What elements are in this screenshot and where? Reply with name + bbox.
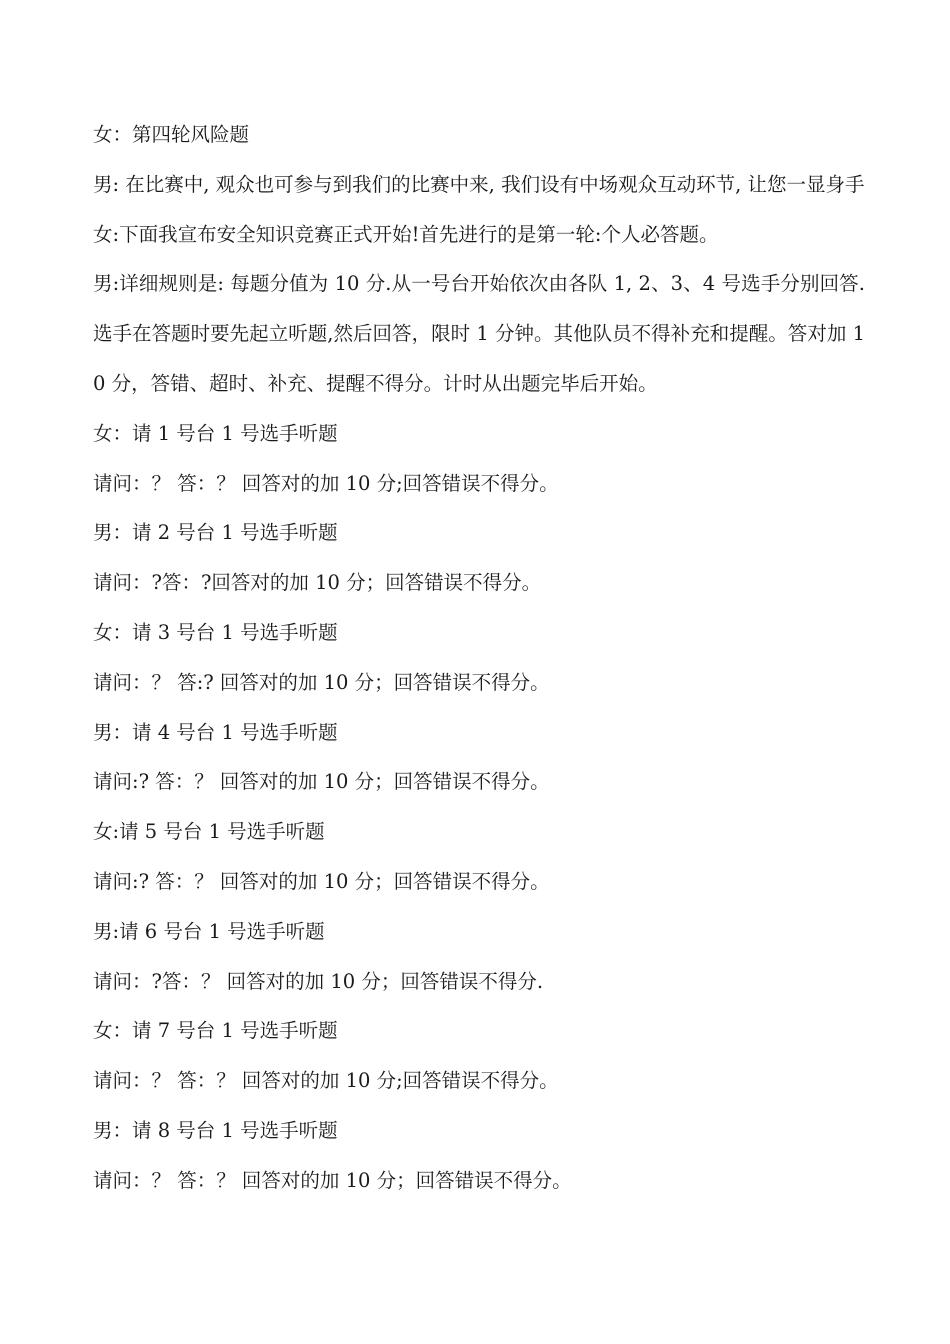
paragraph-question-table-3: 请问：？ 答:? 回答对的加 10 分；回答错误不得分。 — [93, 670, 550, 694]
paragraph-question-table-7: 请问：？ 答：？ 回答对的加 10 分;回答错误不得分。 — [93, 1069, 559, 1093]
paragraph-question-table-6: 请问：?答：？ 回答对的加 10 分；回答错误不得分. — [93, 969, 544, 993]
paragraph-announcer-female-round4: 女：第四轮风险题 — [93, 123, 250, 146]
paragraph-call-table-3: 女：请 3 号台 1 号选手听题 — [93, 620, 338, 644]
paragraph-call-table-1: 女：请 1 号台 1 号选手听题 — [93, 421, 338, 445]
paragraph-question-table-1: 请问：？ 答：？ 回答对的加 10 分;回答错误不得分。 — [93, 471, 559, 495]
paragraph-call-table-2: 男：请 2 号台 1 号选手听题 — [93, 521, 338, 545]
paragraph-question-table-4: 请问:? 答：？ 回答对的加 10 分；回答错误不得分。 — [93, 770, 550, 794]
paragraph-call-table-4: 男：请 4 号台 1 号选手听题 — [93, 720, 338, 744]
paragraph-question-table-8: 请问：？ 答：？ 回答对的加 10 分；回答错误不得分。 — [93, 1168, 572, 1192]
paragraph-question-table-5: 请问:? 答：？ 回答对的加 10 分；回答错误不得分。 — [93, 869, 550, 893]
paragraph-audience-interaction: 男: 在比赛中, 观众也可参与到我们的比赛中来, 我们设有中场观众互动环节, 让您一显身手 — [93, 172, 865, 196]
paragraph-call-table-6: 男:请 6 号台 1 号选手听题 — [93, 919, 325, 943]
paragraph-contest-start: 女:下面我宣布安全知识竞赛正式开始!首先进行的是第一轮:个人必答题。 — [93, 222, 719, 246]
paragraph-question-table-2: 请问：?答：?回答对的加 10 分；回答错误不得分。 — [93, 571, 542, 595]
paragraph-call-table-7: 女：请 7 号台 1 号选手听题 — [93, 1019, 338, 1043]
document-body — [93, 110, 865, 1206]
paragraph-call-table-5: 女:请 5 号台 1 号选手听题 — [93, 820, 325, 844]
paragraph-detailed-rules: 男:详细规则是: 每题分值为 10 分.从一号台开始依次由各队 1, 2、3、4 号选手分别回答.选手在答题时要先起立听题,然后回答，限时 1 分钟。其他队员不得补充和提醒。答对加 10 分，答错、超时、补充、提醒不得分。计时从出题完毕后开始。 — [93, 272, 865, 395]
paragraph-call-table-8: 男：请 8 号台 1 号选手听题 — [93, 1118, 338, 1142]
